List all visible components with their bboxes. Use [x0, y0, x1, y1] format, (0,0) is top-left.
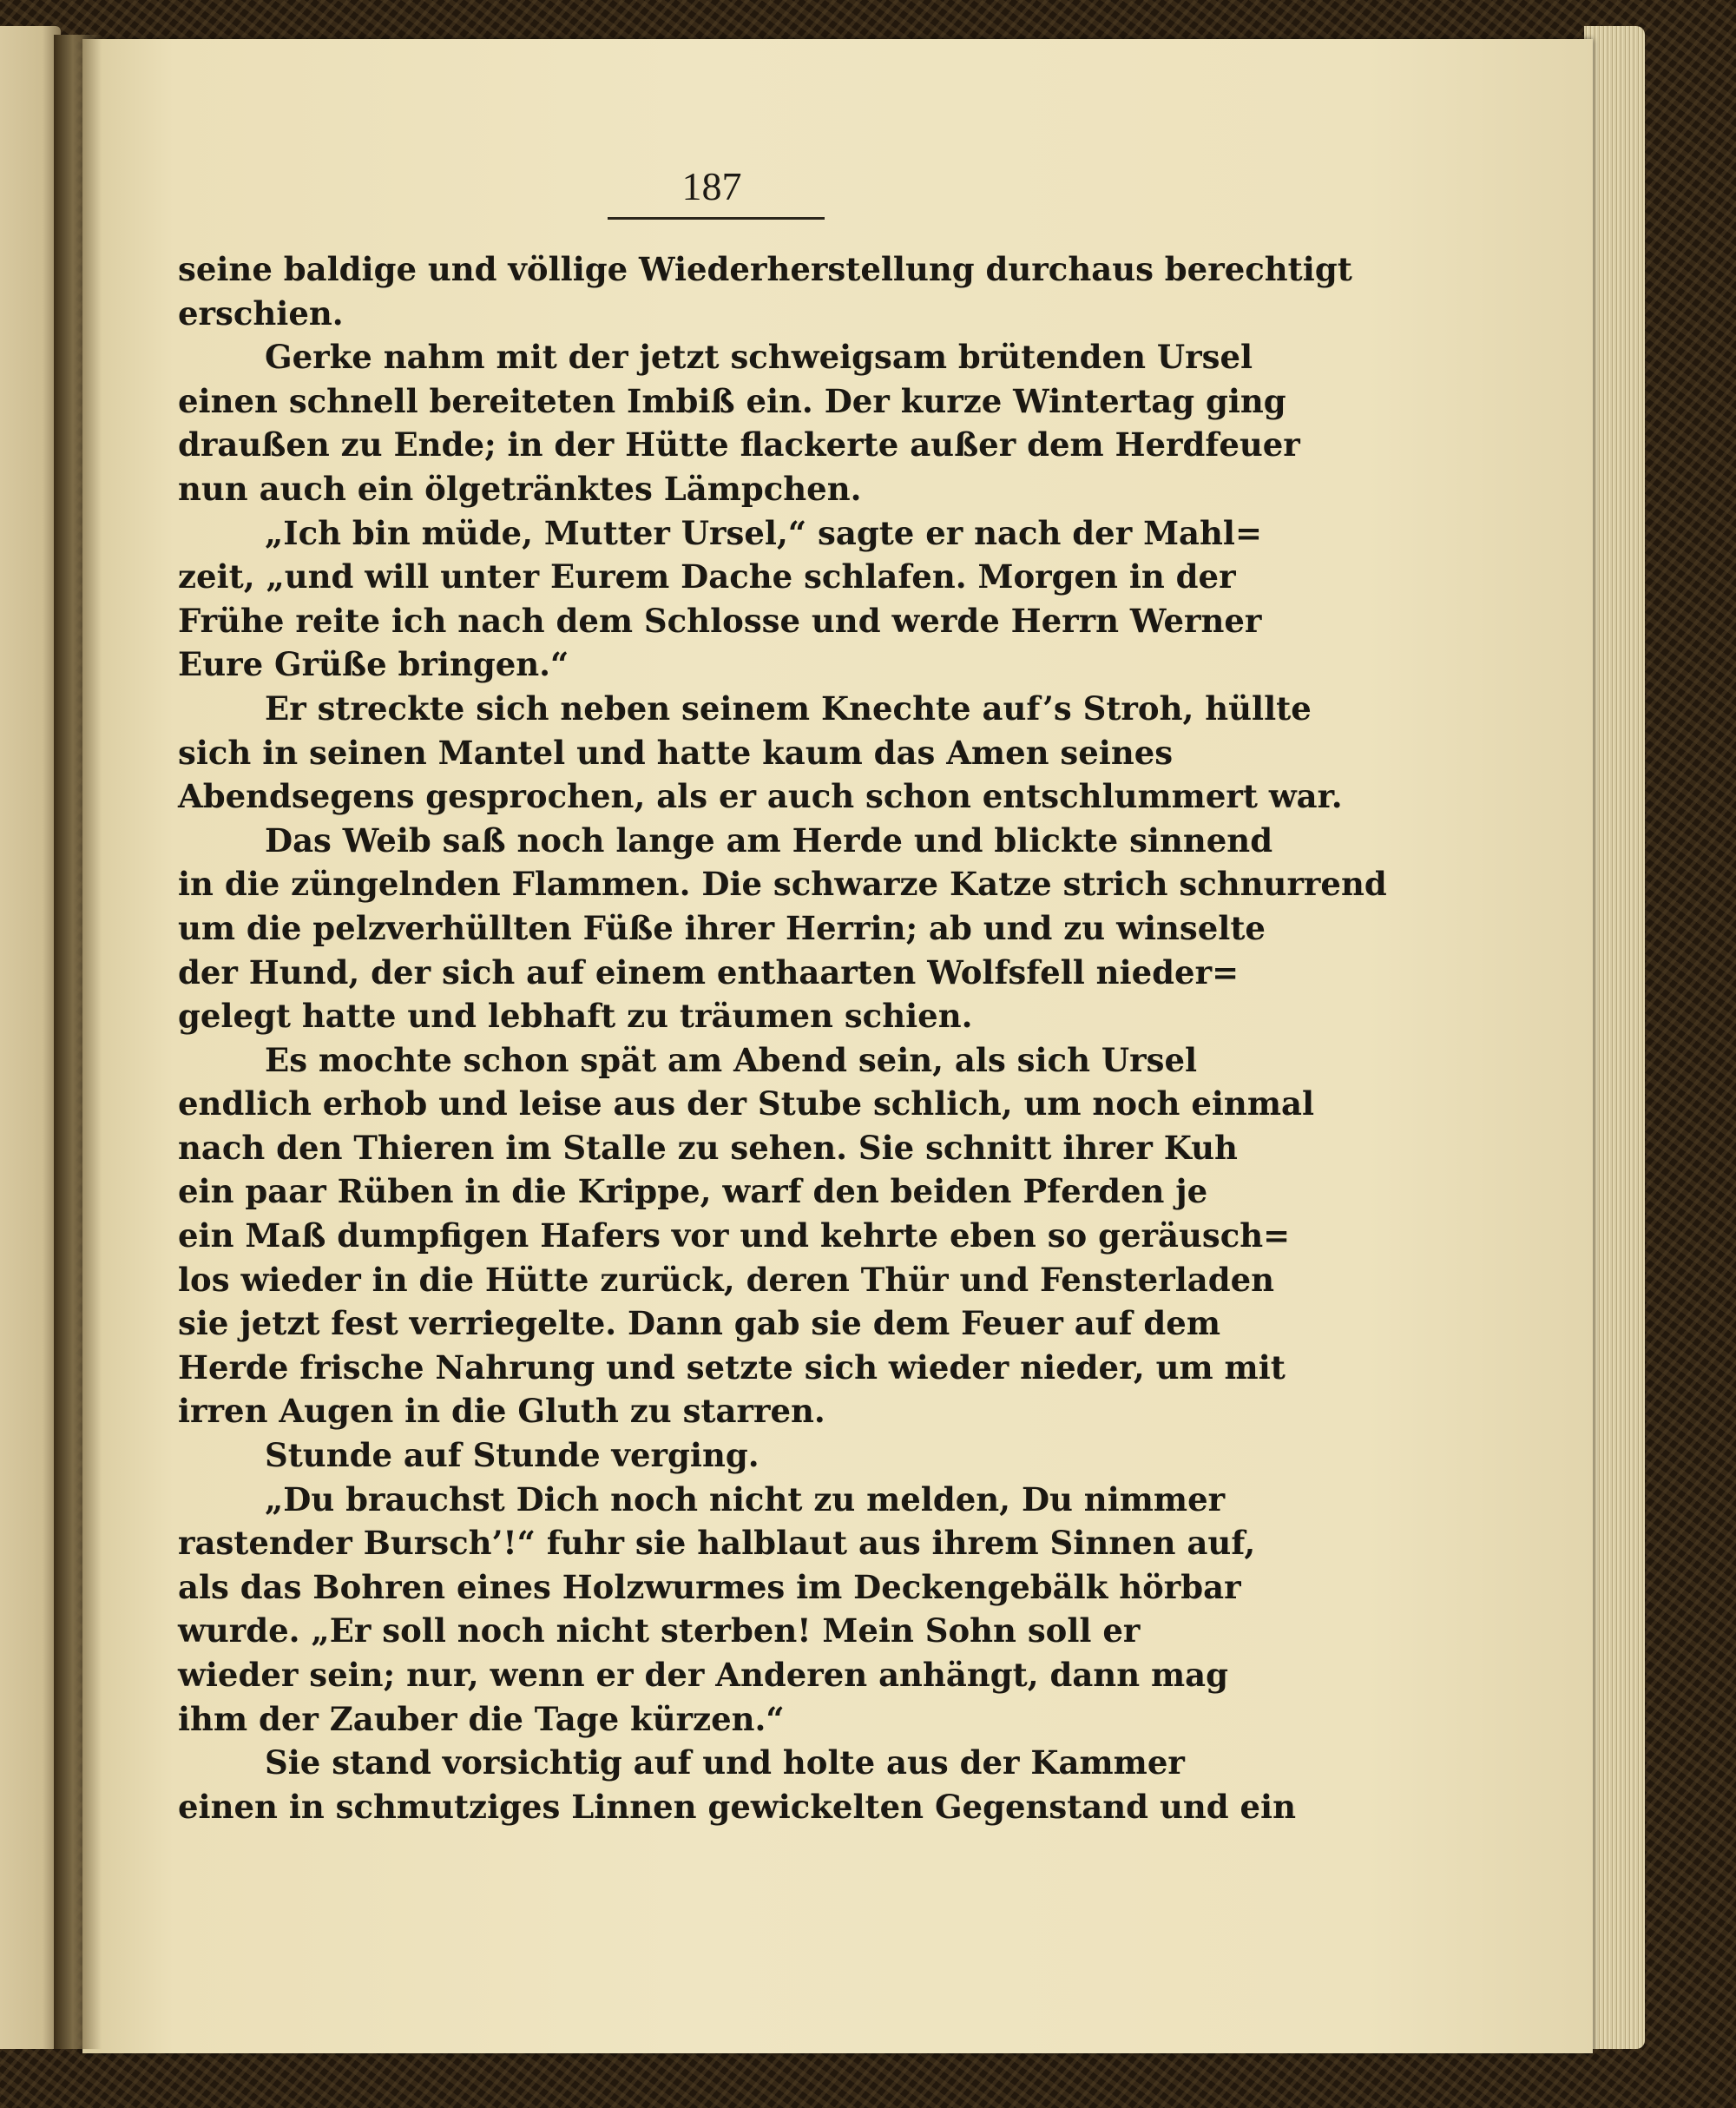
header-rule — [608, 217, 825, 220]
left-facing-page — [0, 26, 61, 2049]
text-line: rastender Bursch’!“ fuhr sie halblaut aus ihrem Sinnen auf, — [178, 1524, 1256, 1563]
text-line: ihm der Zauber die Tage kürzen.“ — [178, 1699, 785, 1738]
text-line: um die pelzverhüllten Füße ihrer Herrin; ab und zu winselte — [178, 908, 1266, 947]
text-line: einen in schmutziges Linnen gewickelten Gegenstand und ein — [178, 1787, 1296, 1826]
text-line: Stunde auf Stunde verging. — [265, 1436, 760, 1475]
text-line: Das Weib saß noch lange am Herde und blickte sinnend — [265, 820, 1273, 860]
text-line: wieder sein; nur, wenn er der Anderen anhängt, dann mag — [178, 1656, 1228, 1694]
text-line: als das Bohren eines Holzwurmes im Deckengebälk hörbar — [178, 1567, 1241, 1606]
text-line: zeit, „und will unter Eurem Dache schlafen. Morgen in der — [178, 557, 1236, 596]
text-line: irren Augen in die Gluth zu starren. — [178, 1392, 825, 1431]
page-edges — [1584, 26, 1645, 2049]
text-line: Gerke nahm mit der jetzt schweigsam brütenden Ursel — [265, 338, 1253, 377]
text-line: sie jetzt fest verriegelte. Dann gab sie dem Feuer auf dem — [178, 1304, 1220, 1343]
text-line: wurde. „Er soll noch nicht sterben! Mein Sohn soll er — [178, 1611, 1141, 1650]
text-line: endlich erhob und leise aus der Stube schlich, um noch einmal — [178, 1084, 1315, 1123]
text-line: Frühe reite ich nach dem Schlosse und werde Herrn Werner — [178, 601, 1262, 640]
text-line: Es mochte schon spät am Abend sein, als sich Ursel — [265, 1040, 1198, 1079]
text-line: in die züngelnden Flammen. Die schwarze Katze strich schnurrend — [178, 865, 1387, 904]
text-line: los wieder in die Hütte zurück, deren Thür und Fensterladen — [178, 1260, 1275, 1299]
text-line: ein paar Rüben in die Krippe, warf den beiden Pferden je — [178, 1172, 1208, 1211]
page-number: 187 — [681, 164, 742, 208]
text-line: einen schnell bereiteten Imbiß ein. Der kurze Wintertag ging — [178, 381, 1286, 420]
text-line: der Hund, der sich auf einem enthaarten Wolfsfell nieder= — [178, 952, 1240, 991]
text-line: Sie stand vorsichtig auf und holte aus der Kammer — [265, 1743, 1185, 1782]
text-line: gelegt hatte und lebhaft zu träumen schien. — [178, 997, 973, 1036]
gutter-shadow — [54, 35, 102, 2049]
text-line: nach den Thieren im Stalle zu sehen. Sie schnitt ihrer Kuh — [178, 1128, 1238, 1167]
text-line: Eure Grüße bringen.“ — [178, 645, 569, 684]
text-line: erschien. — [178, 293, 344, 333]
text-line: seine baldige und völlige Wiederherstellung durchaus berechtigt — [178, 250, 1352, 288]
text-line: draußen zu Ende; in der Hütte flackerte außer dem Herdfeuer — [178, 425, 1300, 464]
text-line: Er streckte sich neben seinem Knechte auf’s Stroh, hüllte — [265, 688, 1312, 728]
text-line: „Du brauchst Dich noch nicht zu melden, Du nimmer — [265, 1479, 1226, 1518]
text-line: „Ich bin müde, Mutter Ursel,“ sagte er nach der Mahl= — [265, 513, 1262, 552]
text-line: nun auch ein ölgetränktes Lämpchen. — [178, 469, 862, 508]
text-line: sich in seinen Mantel und hatte kaum das Amen seines — [178, 733, 1174, 772]
text-line: Abendsegens gesprochen, als er auch schon entschlummert war. — [178, 777, 1343, 816]
text-line: ein Maß dumpfigen Hafers vor und kehrte eben so geräusch= — [178, 1216, 1291, 1255]
text-line: Herde frische Nahrung und setzte sich wieder nieder, um mit — [178, 1347, 1286, 1387]
body-text — [178, 247, 1387, 1828]
